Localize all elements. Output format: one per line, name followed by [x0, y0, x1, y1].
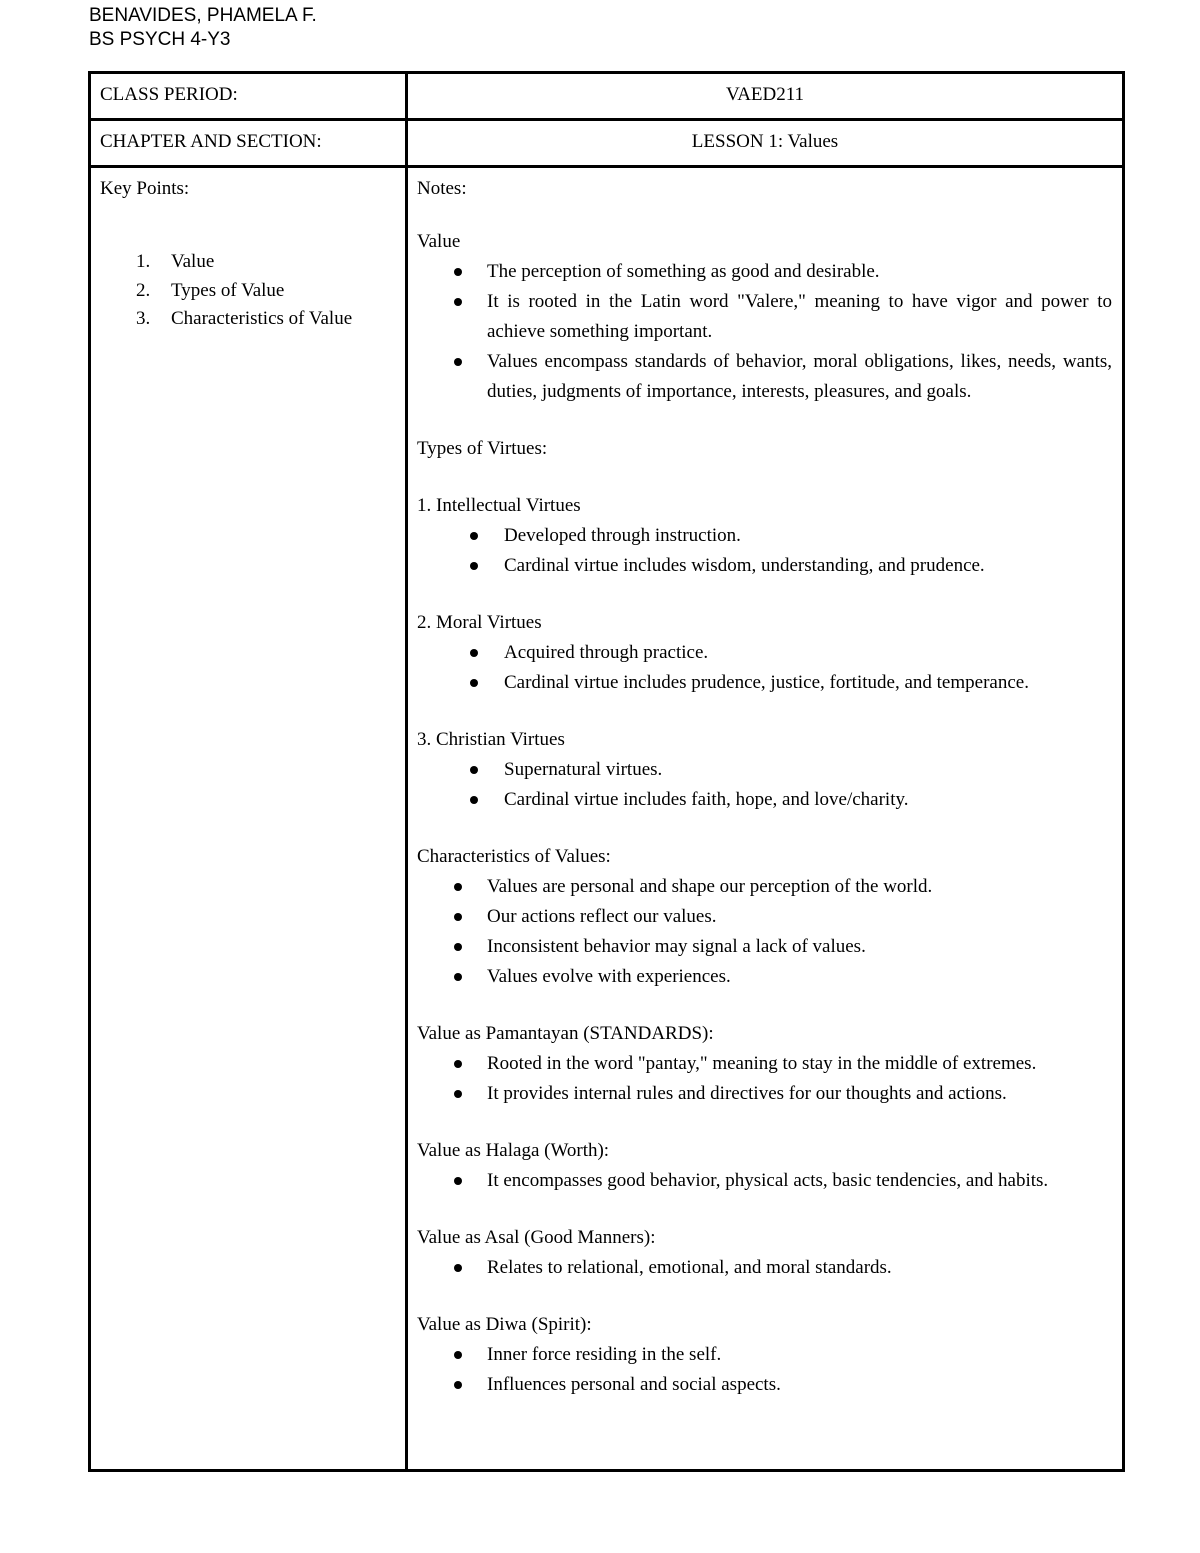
section-title: Value [417, 231, 461, 252]
bullet-list [417, 755, 1112, 815]
bullet-dot-icon [454, 1351, 462, 1359]
notes-section [417, 842, 1112, 992]
bullet-text: Cardinal virtue includes faith, hope, and love/charity. [504, 789, 909, 810]
bullet-dot-icon [470, 649, 478, 657]
key-point-item [100, 277, 405, 306]
key-points-label: Key Points: [100, 178, 190, 199]
bullet-dot-icon [470, 766, 478, 774]
notes-section [417, 1310, 1112, 1400]
bullet-text: It encompasses good behavior, physical acts, basic tendencies, and habits. [487, 1170, 1049, 1191]
key-point-number: 3. [136, 308, 151, 329]
bullet-dot-icon [454, 268, 462, 276]
bullet-dot-icon [470, 532, 478, 540]
section-spacer [417, 581, 1112, 608]
key-point-number: 1. [136, 251, 151, 272]
bullet-item [417, 872, 1112, 902]
bullet-dot-icon [454, 1177, 462, 1185]
notes-table [88, 71, 1125, 1472]
class-period-row [90, 73, 1124, 120]
section-title: 2. Moral Virtues [417, 612, 542, 633]
bullet-item [417, 932, 1112, 962]
notes-section [417, 491, 1112, 581]
bullet-text: It provides internal rules and directives for our thoughts and actions. [487, 1083, 1007, 1104]
bullet-text: Supernatural virtues. [504, 759, 663, 780]
bullet-text: Developed through instruction. [504, 525, 741, 546]
bullet-text: Values are personal and shape our perception of the world. [487, 876, 933, 897]
bullet-item [417, 1079, 1112, 1109]
notes-section [417, 227, 1112, 407]
key-point-text: Characteristics of Value [171, 308, 353, 329]
section-spacer [417, 407, 1112, 434]
bullet-item [417, 1340, 1112, 1370]
notes-body [417, 200, 1112, 1400]
bullet-item [417, 962, 1112, 992]
bullet-item [417, 1370, 1112, 1400]
key-points-cell [90, 167, 407, 1471]
section-title: Characteristics of Values: [417, 846, 611, 867]
bullet-text: Rooted in the word "pantay," meaning to stay in the middle of extremes. [487, 1053, 1037, 1074]
bullet-text: Influences personal and social aspects. [487, 1374, 781, 1395]
student-course: BS PSYCH 4-Y3 [89, 29, 231, 50]
key-point-text: Value [171, 251, 215, 272]
bullet-text: Cardinal virtue includes wisdom, understanding, and prudence. [504, 555, 985, 576]
bullet-dot-icon [454, 1381, 462, 1389]
bullet-dot-icon [454, 943, 462, 951]
notes-section [417, 608, 1112, 698]
section-spacer [417, 815, 1112, 842]
bullet-list [417, 1340, 1112, 1400]
notes-label: Notes: [417, 178, 467, 199]
bullet-dot-icon [454, 1060, 462, 1068]
bullet-list [417, 1166, 1112, 1196]
key-point-item [100, 248, 405, 277]
chapter-label: CHAPTER AND SECTION: [90, 120, 407, 167]
bullet-item [417, 668, 1112, 698]
section-spacer [417, 992, 1112, 1019]
bullet-item [417, 287, 1112, 347]
notes-section [417, 1136, 1112, 1196]
section-title: 1. Intellectual Virtues [417, 495, 581, 516]
section-title: Value as Asal (Good Manners): [417, 1227, 656, 1248]
chapter-value: LESSON 1: Values [407, 120, 1124, 167]
bullet-text: Our actions reflect our values. [487, 906, 717, 927]
document-header [89, 4, 317, 52]
bullet-dot-icon [454, 883, 462, 891]
student-name: BENAVIDES, PHAMELA F. [89, 5, 317, 26]
bullet-text: Inconsistent behavior may signal a lack of values. [487, 936, 866, 957]
notes-section [417, 1019, 1112, 1109]
bullet-item [417, 521, 1112, 551]
key-point-number: 2. [136, 279, 151, 301]
section-title: Value as Pamantayan (STANDARDS): [417, 1023, 714, 1044]
bullet-list [417, 638, 1112, 698]
notes-section [417, 1223, 1112, 1283]
chapter-row [90, 120, 1124, 167]
bullet-text: The perception of something as good and desirable. [487, 261, 880, 282]
bullet-dot-icon [454, 358, 462, 366]
bullet-dot-icon [470, 679, 478, 687]
class-period-label: CLASS PERIOD: [90, 73, 407, 120]
section-spacer [417, 464, 1112, 491]
notes-section [417, 434, 1112, 464]
section-title: 3. Christian Virtues [417, 729, 565, 750]
bullet-text: Inner force residing in the self. [487, 1344, 722, 1365]
bullet-text: Cardinal virtue includes prudence, justice, fortitude, and temperance. [504, 672, 1029, 693]
bullet-item [417, 257, 1112, 287]
bullet-text: Acquired through practice. [504, 642, 709, 663]
bullet-dot-icon [454, 913, 462, 921]
section-spacer [417, 1283, 1112, 1310]
notes-section [417, 725, 1112, 815]
bullet-item [417, 551, 1112, 581]
bullet-item [417, 1166, 1112, 1196]
bullet-list [417, 1253, 1112, 1283]
bullet-dot-icon [470, 562, 478, 570]
key-points-list [100, 248, 405, 334]
bullet-dot-icon [454, 298, 462, 306]
bullet-item [417, 347, 1112, 407]
bullet-dot-icon [454, 1090, 462, 1098]
bullet-text: It is rooted in the Latin word "Valere," meaning to have vigor and power to achieve something important. [487, 291, 1112, 342]
bullet-list [417, 521, 1112, 581]
bullet-text: Values encompass standards of behavior, moral obligations, likes, needs, wants, duties, judgments of importance, interests, pleasures, and goals. [487, 351, 1112, 402]
section-spacer [417, 1109, 1112, 1136]
key-point-text: Types of Value [171, 279, 285, 301]
section-spacer [417, 698, 1112, 725]
section-spacer [417, 1196, 1112, 1223]
bullet-item [417, 638, 1112, 668]
content-row [90, 167, 1124, 1471]
bullet-dot-icon [470, 796, 478, 804]
class-period-value: VAED211 [407, 73, 1124, 120]
bullet-text: Relates to relational, emotional, and moral standards. [487, 1257, 892, 1278]
section-spacer [417, 200, 1112, 227]
bullet-item [417, 1049, 1112, 1079]
bullet-list [417, 872, 1112, 992]
bullet-text: Values evolve with experiences. [487, 966, 731, 987]
bullet-item [417, 1253, 1112, 1283]
bullet-dot-icon [454, 973, 462, 981]
bullet-item [417, 902, 1112, 932]
bullet-dot-icon [454, 1264, 462, 1272]
section-title: Value as Halaga (Worth): [417, 1140, 610, 1161]
section-title: Value as Diwa (Spirit): [417, 1314, 592, 1335]
bullet-list [417, 1049, 1112, 1109]
notes-cell [407, 167, 1124, 1471]
section-title: Types of Virtues: [417, 438, 548, 459]
key-point-item [100, 305, 405, 334]
bullet-list [417, 257, 1112, 407]
bullet-item [417, 755, 1112, 785]
bullet-item [417, 785, 1112, 815]
